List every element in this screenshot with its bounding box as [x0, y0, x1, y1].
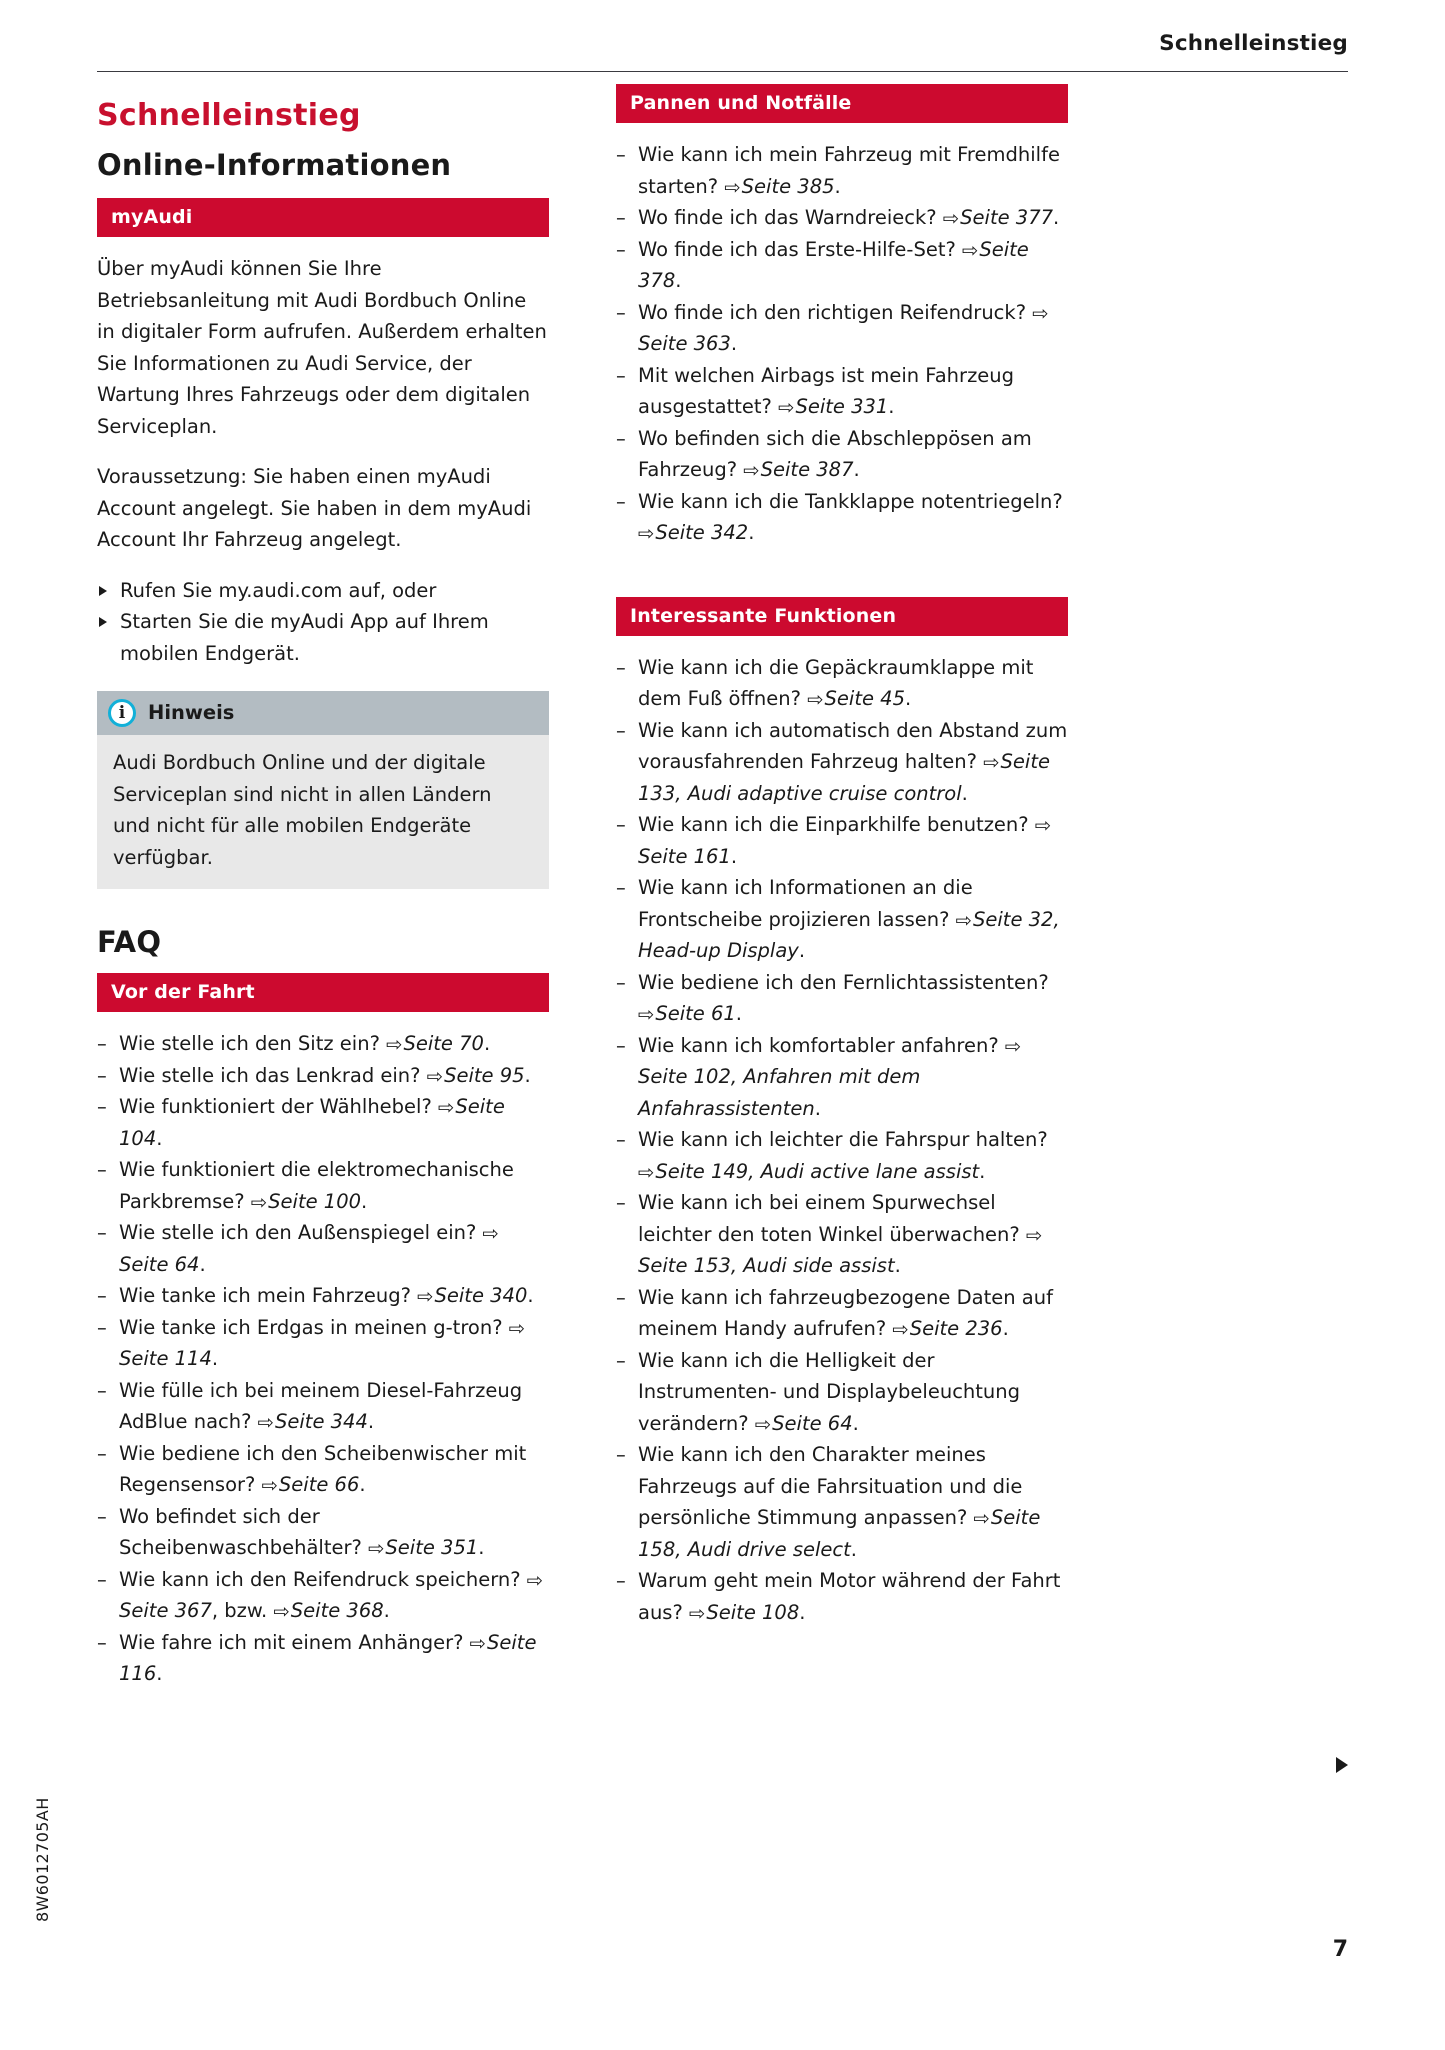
- faq-question: Wie fülle ich bei meinem Diesel-Fahrzeug AdBlue nach?: [119, 1378, 523, 1433]
- dash-bullet-icon: –: [97, 1441, 107, 1465]
- page-reference[interactable]: Seite 114: [119, 1347, 212, 1370]
- section-bar-pannen-und-notfaelle: Pannen und Notfälle: [616, 84, 1068, 123]
- faq-item: [616, 139, 1068, 202]
- faq-item-tail: .: [798, 939, 806, 962]
- dash-bullet-icon: –: [97, 1221, 107, 1244]
- list-item-label: Starten Sie die myAudi App auf Ihrem mobilen Endgerät.: [120, 610, 489, 665]
- faq-question: Wie kann ich leichter die Fahrspur halten?: [638, 1128, 1048, 1151]
- faq-question: Wie kann ich komfortabler anfahren?: [638, 1033, 1005, 1057]
- page-ref-arrow-icon: ⇨: [526, 1568, 544, 1592]
- triangle-bullet-icon: [99, 586, 107, 596]
- dash-bullet-icon: –: [97, 1567, 107, 1591]
- info-circle-icon: [108, 699, 136, 727]
- page-reference[interactable]: Seite 236: [909, 1317, 1003, 1340]
- faq-list-interessante-funktionen: [616, 652, 1068, 1629]
- list-item: [97, 575, 549, 607]
- dash-bullet-icon: –: [97, 1504, 107, 1528]
- faq-question: Wie kann ich den Charakter meines Fahrzeugs auf die Fahrsituation und die persönliche Stimmung anpassen?: [638, 1443, 1023, 1529]
- dash-bullet-icon: –: [616, 1569, 626, 1592]
- page-reference[interactable]: Seite 387: [760, 458, 854, 481]
- faq-item-tail: .: [834, 174, 841, 198]
- faq-item: [616, 360, 1068, 423]
- page-reference[interactable]: Seite 108: [706, 1600, 800, 1624]
- dash-bullet-icon: –: [616, 237, 626, 261]
- page-reference[interactable]: Seite 64: [119, 1252, 200, 1276]
- faq-item: [97, 1217, 549, 1280]
- page-reference[interactable]: Seite 102, Anfahren mit dem Anfahrassistenten: [638, 1065, 921, 1120]
- faq-question: Wo befinden sich die Abschleppösen am Fahrzeug?: [638, 426, 1032, 481]
- faq-list-vor-der-fahrt: [97, 1028, 549, 1690]
- faq-item: [97, 1501, 549, 1564]
- faq-item-tail: .: [850, 1537, 857, 1561]
- faq-item-tail: .: [735, 1002, 742, 1025]
- page-reference[interactable]: Seite 153, Audi side assist: [638, 1254, 895, 1277]
- page-ref-arrow-icon: ⇨: [368, 1537, 385, 1560]
- paragraph-voraussetzung: Voraussetzung: Sie haben einen myAudi Account angelegt. Sie haben in dem myAudi Account Ihr Fahrzeug angelegt.: [97, 465, 532, 551]
- faq-item-tail: .: [156, 1662, 163, 1685]
- page-reference[interactable]: Seite 32, Head-up Display: [638, 907, 1060, 962]
- faq-item: [616, 967, 1068, 1030]
- faq-item-tail: .: [748, 521, 755, 544]
- faq-question: Wie funktioniert der Wählhebel?: [119, 1095, 439, 1118]
- dash-bullet-icon: –: [616, 1348, 626, 1372]
- faq-item: [616, 1439, 1068, 1565]
- page-reference[interactable]: Seite 331: [795, 395, 889, 418]
- faq-item: [616, 1124, 1068, 1187]
- faq-item: [97, 1375, 549, 1438]
- page-ref-arrow-icon: ⇨: [638, 522, 655, 545]
- faq-item-tail: .: [894, 1254, 901, 1277]
- dash-bullet-icon: –: [616, 1033, 626, 1057]
- page-ref-arrow-icon: ⇨: [426, 1064, 444, 1088]
- section-bar-interessante-funktionen: Interessante Funktionen: [616, 597, 1068, 636]
- page-ref-arrow-icon: ⇨: [1004, 1034, 1022, 1058]
- dash-bullet-icon: –: [616, 655, 626, 679]
- page-reference[interactable]: Seite 149, Audi active lane assist: [655, 1159, 980, 1183]
- page-ref-arrow-icon: ⇨: [638, 1160, 655, 1184]
- dash-bullet-icon: –: [97, 1063, 107, 1087]
- faq-item-tail: .: [211, 1347, 219, 1370]
- faq-question: Wie kann ich die Einparkhilfe benutzen?: [638, 813, 1035, 836]
- faq-item-tail: .: [852, 1411, 859, 1435]
- right-column: [616, 84, 1068, 1698]
- page-ref-arrow-icon: ⇨: [257, 1411, 275, 1434]
- faq-item: [616, 297, 1068, 360]
- page-reference[interactable]: Seite 104: [119, 1095, 505, 1150]
- faq-question: Wie kann ich die Helligkeit der Instrumenten- und Displaybeleuchtung verändern?: [638, 1348, 1021, 1435]
- page-ref-arrow-icon: ⇨: [973, 1507, 990, 1530]
- page-ref-arrow-icon: ⇨: [638, 1003, 655, 1026]
- dash-bullet-icon: –: [97, 1158, 107, 1181]
- dash-bullet-icon: –: [97, 1378, 107, 1402]
- faq-question: Wie funktioniert die elektromechanische Parkbremse?: [119, 1158, 514, 1213]
- dash-bullet-icon: –: [616, 1285, 626, 1309]
- faq-item-tail: .: [814, 1096, 821, 1120]
- faq-question: Wie stelle ich den Außenspiegel ein?: [119, 1221, 483, 1244]
- section-bar-vor-der-fahrt: Vor der Fahrt: [97, 973, 549, 1012]
- page-ref-arrow-icon: ⇨: [1032, 301, 1049, 325]
- section-title-online-informationen: Online-Informationen: [97, 148, 452, 182]
- faq-item: [97, 1028, 549, 1060]
- page-ref-arrow-icon: ⇨: [482, 1222, 499, 1245]
- faq-question: Wie tanke ich mein Fahrzeug?: [119, 1284, 418, 1307]
- page-ref-arrow-icon: ⇨: [250, 1190, 268, 1214]
- faq-question: Wie tanke ich Erdgas in meinen g-tron?: [119, 1315, 509, 1339]
- faq-item-tail: .: [359, 1473, 366, 1496]
- info-glyph: i: [118, 702, 126, 723]
- faq-question: Wie bediene ich den Fernlichtassistenten?: [638, 970, 1049, 994]
- faq-question: Wie kann ich automatisch den Abstand zum vorausfahrenden Fahrzeug halten?: [638, 718, 1068, 773]
- dash-bullet-icon: –: [616, 1128, 626, 1151]
- faq-item: [616, 1030, 1068, 1125]
- dash-bullet-icon: –: [616, 1443, 626, 1466]
- dash-bullet-icon: –: [616, 426, 626, 450]
- page-reference[interactable]: Seite 116: [119, 1630, 537, 1685]
- dash-bullet-icon: –: [616, 206, 626, 229]
- dash-bullet-icon: –: [616, 363, 626, 387]
- page-reference[interactable]: Seite 385: [741, 174, 835, 198]
- page-reference[interactable]: Seite 100: [268, 1189, 362, 1213]
- page-reference[interactable]: Seite 95: [444, 1063, 525, 1087]
- faq-item: [616, 1345, 1068, 1440]
- page-ref-arrow-icon: ⇨: [955, 908, 973, 932]
- faq-item: [97, 1091, 549, 1154]
- dash-bullet-icon: –: [97, 1315, 107, 1339]
- page-ref-arrow-icon: ⇨: [273, 1600, 290, 1623]
- faq-question: Wie stelle ich das Lenkrad ein?: [119, 1063, 427, 1087]
- dash-bullet-icon: –: [616, 143, 626, 166]
- faq-item: [97, 1060, 549, 1092]
- page-reference[interactable]: Seite 368: [290, 1599, 384, 1622]
- dash-bullet-icon: –: [616, 970, 626, 994]
- dash-bullet-icon: –: [97, 1630, 107, 1654]
- faq-item-tail: .: [199, 1252, 206, 1276]
- triangle-right-icon: [1336, 1757, 1348, 1773]
- page-ref-arrow-icon: ⇨: [962, 238, 979, 262]
- part-number-vertical: 8W6012705AH: [33, 1797, 52, 1922]
- page-ref-arrow-icon: ⇨: [261, 1474, 278, 1497]
- paragraph-myaudi-intro: Über myAudi können Sie Ihre Betriebsanleitung mit Audi Bordbuch Online in digitaler Form aufrufen. Außerdem erhalten Sie Informationen zu Audi Service, der Wartung Ihres Fahrzeugs oder dem digitalen Serviceplan.: [97, 257, 547, 438]
- left-column: [97, 84, 549, 1698]
- faq-item-tail: .: [527, 1284, 534, 1307]
- list-item-label: Rufen Sie my.audi.com auf, oder: [120, 578, 437, 602]
- list-item: [97, 606, 549, 669]
- page-ref-arrow-icon: ⇨: [689, 1601, 706, 1625]
- page-ref-arrow-icon: ⇨: [469, 1631, 486, 1655]
- faq-item-tail: .: [888, 395, 895, 418]
- page-ref-arrow-icon: ⇨: [807, 688, 824, 711]
- faq-question: Wie fahre ich mit einem Anhänger?: [119, 1630, 470, 1654]
- page-reference[interactable]: Seite 161: [638, 844, 731, 868]
- document-title: Schnelleinstieg: [97, 98, 361, 133]
- faq-question: Wie kann ich die Tankklappe notentriegeln?: [638, 489, 1063, 513]
- faq-item: [97, 1627, 549, 1690]
- dash-bullet-icon: –: [616, 489, 626, 513]
- dash-bullet-icon: –: [97, 1032, 107, 1055]
- faq-item: [97, 1438, 549, 1501]
- page-reference[interactable]: Seite 66: [278, 1473, 360, 1496]
- faq-item-tail: .: [156, 1126, 163, 1150]
- header-divider: [97, 71, 1348, 72]
- page-reference[interactable]: Seite 377: [960, 206, 1054, 229]
- faq-list-pannen-und-notfaelle: [616, 139, 1068, 549]
- page-number: 7: [1332, 1937, 1348, 1962]
- faq-item: [616, 1565, 1068, 1628]
- faq-question: Mit welchen Airbags ist mein Fahrzeug ausgestattet?: [638, 363, 1015, 418]
- page-reference[interactable]: Seite 378: [638, 237, 1029, 292]
- page-reference[interactable]: Seite 64: [772, 1411, 853, 1435]
- page-ref-arrow-icon: ⇨: [1034, 814, 1052, 837]
- faq-item: [616, 652, 1068, 715]
- dash-bullet-icon: –: [97, 1095, 107, 1118]
- note-body: [97, 735, 549, 889]
- faq-item-tail: .: [961, 781, 968, 805]
- page-reference[interactable]: Seite 158, Audi drive select: [638, 1506, 1041, 1561]
- faq-question: Wo finde ich das Warndreieck?: [638, 206, 943, 229]
- faq-question: Warum geht mein Motor während der Fahrt aus?: [638, 1569, 1061, 1624]
- faq-item: [616, 202, 1068, 234]
- faq-item: [616, 423, 1068, 486]
- faq-item-tail: .: [1002, 1317, 1009, 1340]
- faq-item-tail: .: [483, 1032, 491, 1055]
- faq-item-tail: .: [904, 687, 912, 710]
- page-reference[interactable]: Seite 45: [824, 687, 905, 710]
- page-ref-arrow-icon: ⇨: [386, 1033, 403, 1056]
- page-ref-arrow-icon: ⇨: [417, 1285, 434, 1308]
- faq-item: [97, 1280, 549, 1312]
- dash-bullet-icon: –: [616, 876, 626, 899]
- page-ref-arrow-icon: ⇨: [892, 1318, 909, 1341]
- faq-item-tail: .: [675, 269, 682, 292]
- faq-question: Wie kann ich bei einem Spurwechsel leichter den toten Winkel überwachen?: [638, 1191, 1026, 1246]
- faq-item-tail: .: [383, 1599, 390, 1622]
- faq-item: [616, 809, 1068, 872]
- section-bar-myaudi: myAudi: [97, 198, 549, 237]
- faq-item: [616, 872, 1068, 967]
- page-ref-arrow-icon: ⇨: [942, 207, 960, 230]
- faq-question: Wie bediene ich den Scheibenwischer mit Regensensor?: [119, 1441, 527, 1496]
- faq-item: [616, 715, 1068, 810]
- page-columns: [97, 84, 1349, 1698]
- page-reference[interactable]: Seite 340: [434, 1284, 528, 1307]
- page-ref-arrow-icon: ⇨: [743, 459, 760, 482]
- page-ref-arrow-icon: ⇨: [1025, 1223, 1043, 1247]
- faq-question: Wo befindet sich der Scheibenwaschbehälter?: [119, 1504, 369, 1559]
- dash-bullet-icon: –: [616, 1191, 626, 1214]
- spacer: [616, 557, 1068, 591]
- faq-question: Wie kann ich fahrzeugbezogene Daten auf meinem Handy aufrufen?: [638, 1285, 1053, 1340]
- page-ref-arrow-icon: ⇨: [778, 396, 795, 419]
- faq-item-tail: .: [367, 1410, 375, 1433]
- dash-bullet-icon: –: [97, 1284, 107, 1307]
- faq-item: [97, 1312, 549, 1375]
- page-reference[interactable]: Seite 351: [385, 1536, 479, 1559]
- page-ref-arrow-icon: ⇨: [983, 751, 1000, 774]
- faq-item: [616, 1187, 1068, 1282]
- faq-item: [616, 486, 1068, 549]
- faq-item-tail: .: [979, 1159, 986, 1183]
- page-ref-arrow-icon: ⇨: [724, 175, 741, 199]
- page-reference[interactable]: Seite 342: [655, 521, 749, 544]
- page-reference[interactable]: Seite 367: [119, 1599, 212, 1622]
- faq-item-tail: .: [478, 1536, 485, 1559]
- page-reference[interactable]: Seite 133, Audi adaptive cruise control: [638, 750, 1050, 805]
- faq-question: Wie kann ich mein Fahrzeug mit Fremdhilfe starten?: [638, 143, 1060, 198]
- dash-bullet-icon: –: [616, 718, 626, 742]
- faq-item-tail: .: [361, 1189, 368, 1213]
- page-reference[interactable]: Seite 363: [638, 332, 731, 355]
- faq-item-tail: .: [524, 1063, 531, 1087]
- page-ref-arrow-icon: ⇨: [754, 1412, 772, 1436]
- faq-question: Wie kann ich Informationen an die Frontscheibe projizieren lassen?: [638, 876, 973, 931]
- section-title-faq: FAQ: [97, 925, 162, 959]
- faq-item-tail: .: [1053, 206, 1060, 229]
- note-box-hinweis: [97, 691, 549, 889]
- dash-bullet-icon: –: [616, 300, 626, 324]
- faq-item: [97, 1154, 549, 1217]
- page-running-header: [97, 30, 1348, 72]
- faq-question: Wie stelle ich den Sitz ein?: [119, 1032, 387, 1055]
- page-reference[interactable]: Seite 70: [403, 1032, 484, 1055]
- running-header-title: Schnelleinstieg: [1159, 31, 1348, 56]
- faq-item: [616, 1282, 1068, 1345]
- faq-ref-separator: , bzw.: [211, 1599, 274, 1622]
- note-text: Audi Bordbuch Online und der digitale Serviceplan sind nicht in allen Ländern und nicht für alle mobilen Endgeräte verfügbar.: [113, 751, 492, 869]
- dash-bullet-icon: –: [616, 813, 626, 836]
- faq-question: Wo finde ich den richtigen Reifendruck?: [638, 300, 1033, 324]
- note-header: [97, 691, 549, 735]
- faq-question: Wie kann ich die Gepäckraumklappe mit dem Fuß öffnen?: [638, 655, 1034, 710]
- steps-list: [97, 575, 549, 670]
- page-ref-arrow-icon: ⇨: [438, 1096, 455, 1119]
- page-reference[interactable]: Seite 344: [275, 1410, 368, 1433]
- faq-question: Wie kann ich den Reifendruck speichern?: [119, 1567, 527, 1591]
- triangle-bullet-icon: [99, 617, 107, 627]
- page-reference[interactable]: Seite 61: [655, 1002, 736, 1025]
- faq-item: [97, 1564, 549, 1627]
- faq-item-tail: .: [730, 844, 738, 868]
- faq-question: Wo finde ich das Erste-Hilfe-Set?: [638, 237, 963, 261]
- faq-item: [616, 234, 1068, 297]
- faq-item-tail: .: [799, 1600, 806, 1624]
- page-ref-arrow-icon: ⇨: [508, 1316, 526, 1340]
- faq-item-tail: .: [853, 458, 860, 481]
- faq-item-tail: .: [730, 332, 738, 355]
- note-title: Hinweis: [148, 701, 235, 724]
